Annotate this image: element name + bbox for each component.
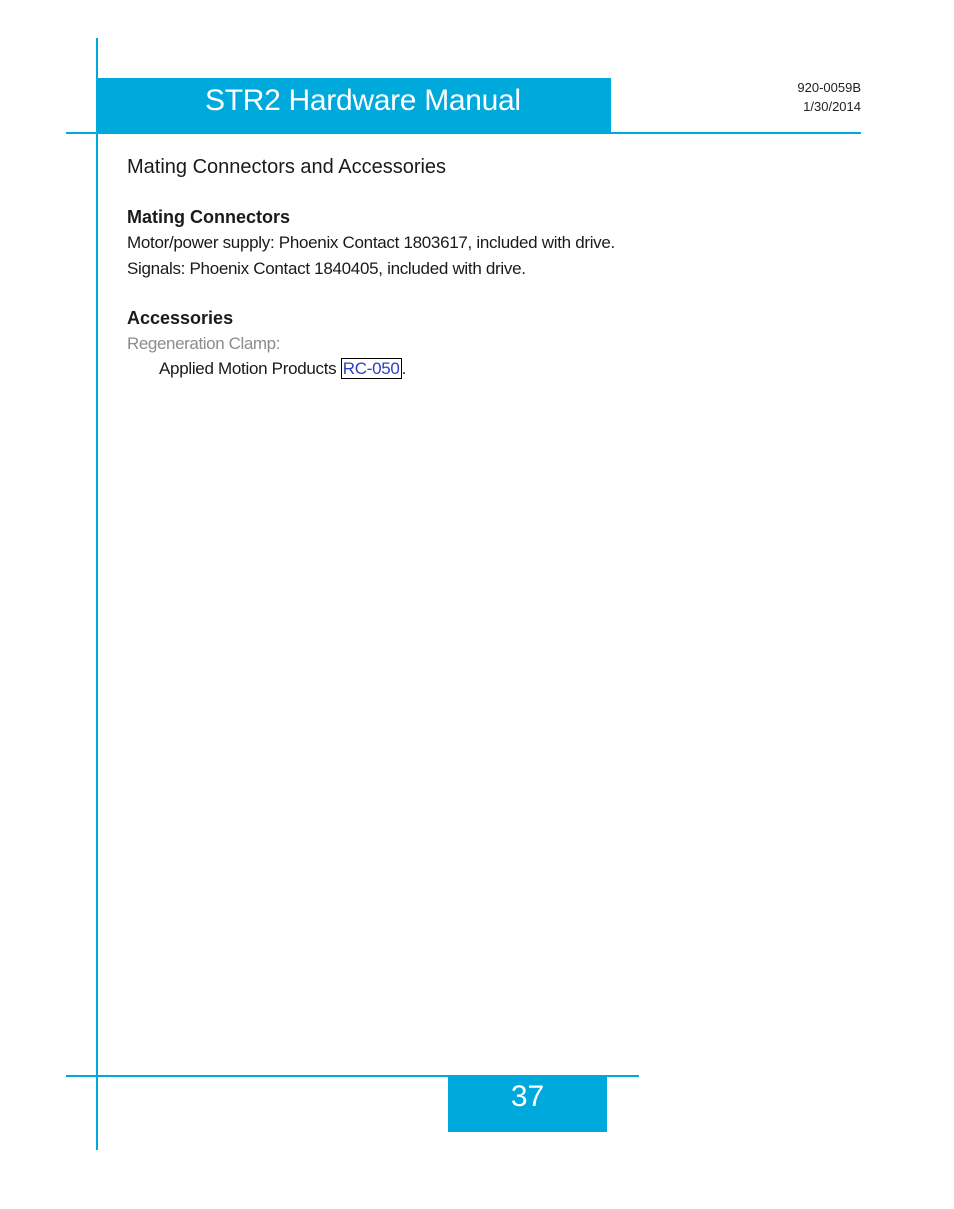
left-margin-rule (96, 38, 98, 1150)
regeneration-clamp-item (127, 356, 827, 382)
section-title: Mating Connectors and Accessories (127, 156, 447, 178)
header-title-box (98, 78, 611, 132)
signals-connector-line: Signals: Phoenix Contact 1840405, included with drive. (127, 258, 526, 278)
vendor-text: Applied Motion Products (159, 359, 341, 378)
rc-050-link[interactable]: RC-050 (342, 359, 400, 378)
motor-power-connector-line: Motor/power supply: Phoenix Contact 1803617, included with drive. (127, 233, 615, 252)
document-date: 1/30/2014 (803, 99, 861, 114)
item-period: . (401, 359, 407, 378)
main-content (127, 152, 827, 382)
mating-connectors-heading: Mating Connectors (127, 207, 291, 227)
page-title: STR2 Hardware Manual (205, 84, 521, 117)
document-meta (797, 78, 861, 116)
header-rule (66, 132, 861, 134)
accessories-heading: Accessories (127, 308, 234, 328)
page-number: 37 (510, 1080, 545, 1113)
document-number: 920-0059B (797, 80, 861, 95)
page-number-box (448, 1077, 607, 1132)
regeneration-clamp-label: Regeneration Clamp: (127, 334, 281, 353)
